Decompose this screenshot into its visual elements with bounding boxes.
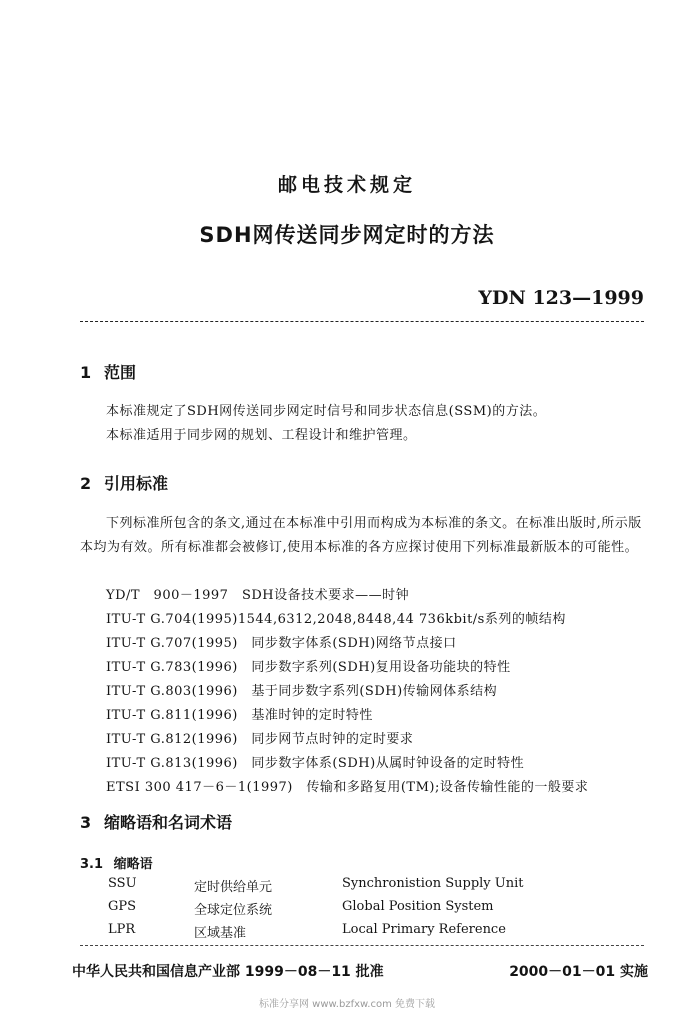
abbreviation-row [0,922,694,945]
reference-item: ITU-T G.813(1996) 同步数字体系(SDH)从属时钟设备的定时特性 [106,756,525,771]
reference-item: ITU-T G.811(1996) 基准时钟的定时特性 [106,708,373,723]
english-term: Synchronistion Supply Unit [342,876,524,891]
english-term: Global Position System [342,899,494,914]
subsection-title: 缩略语 [113,857,153,872]
reference-item: ITU-T G.783(1996) 同步数字系列(SDH)复用设备功能块的特性 [106,660,511,675]
section-1-heading [80,360,136,383]
section-number: 2 [80,474,92,493]
paragraph: 本标准规定了SDH网传送同步网定时信号和同步状态信息(SSM)的方法。 [106,404,547,419]
subsection-number: 3.1 [80,857,104,872]
section-title: 缩略语和名词术语 [104,813,233,832]
reference-item: ITU-T G.803(1996) 基于同步数字系列(SDH)传输网体系结构 [106,684,498,699]
section-title: 引用标准 [104,474,169,493]
document-title: SDH网传送同步网定时的方法 [199,223,495,247]
reference-list [106,584,588,800]
chinese-term: 区域基准 [194,926,247,941]
section-number: 1 [80,363,92,382]
reference-item: ITU-T G.704(1995)1544,6312,2048,8448,44 736kbit/s系列的帧结构 [106,612,566,627]
watermark: 标准分享网 www.bzfxw.com 免费下载 [259,999,435,1010]
reference-item: ITU-T G.812(1996) 同步网节点时钟的定时要求 [106,732,414,747]
chinese-term: 全球定位系统 [194,903,273,918]
section-number: 3 [80,813,92,832]
subsection-3-1-heading [80,853,153,872]
english-term: Local Primary Reference [342,922,506,937]
reference-item: ETSI 300 417－6－1(1997) 传输和多路复用(TM);设备传输性能的一般要求 [106,780,589,795]
header-divider [80,321,644,322]
intro-paragraph: 下列标准所包含的条文,通过在本标准中引用而构成为本标准的条文。在标准出版时,所示版本均为有效。所有标准都会被修订,使用本标准的各方应探讨使用下列标准最新版本的可能性。 [80,516,642,555]
abbreviation-row [0,876,694,899]
abbreviation: GPS [108,899,137,914]
document-type: 邮电技术规定 [277,174,416,196]
abbreviation: LPR [108,922,136,937]
standard-code: YDN 123—1999 [478,287,644,309]
abbreviation: SSU [108,876,137,891]
reference-item: YD/T 900－1997 SDH设备技术要求——时钟 [106,588,410,603]
paragraph: 本标准适用于同步网的规划、工程设计和维护管理。 [106,428,417,443]
abbreviation-row [0,899,694,922]
footer-divider [80,945,644,946]
effective-date: 2000－01－01 实施 [509,964,648,980]
chinese-term: 定时供给单元 [194,880,273,895]
section-2-heading [80,471,168,494]
section-3-heading [80,810,232,833]
issue-statement: 中华人民共和国信息产业部 1999－08－11 批准 [72,964,384,980]
section-title: 范围 [104,363,137,382]
reference-item: ITU-T G.707(1995) 同步数字体系(SDH)网络节点接口 [106,636,457,651]
